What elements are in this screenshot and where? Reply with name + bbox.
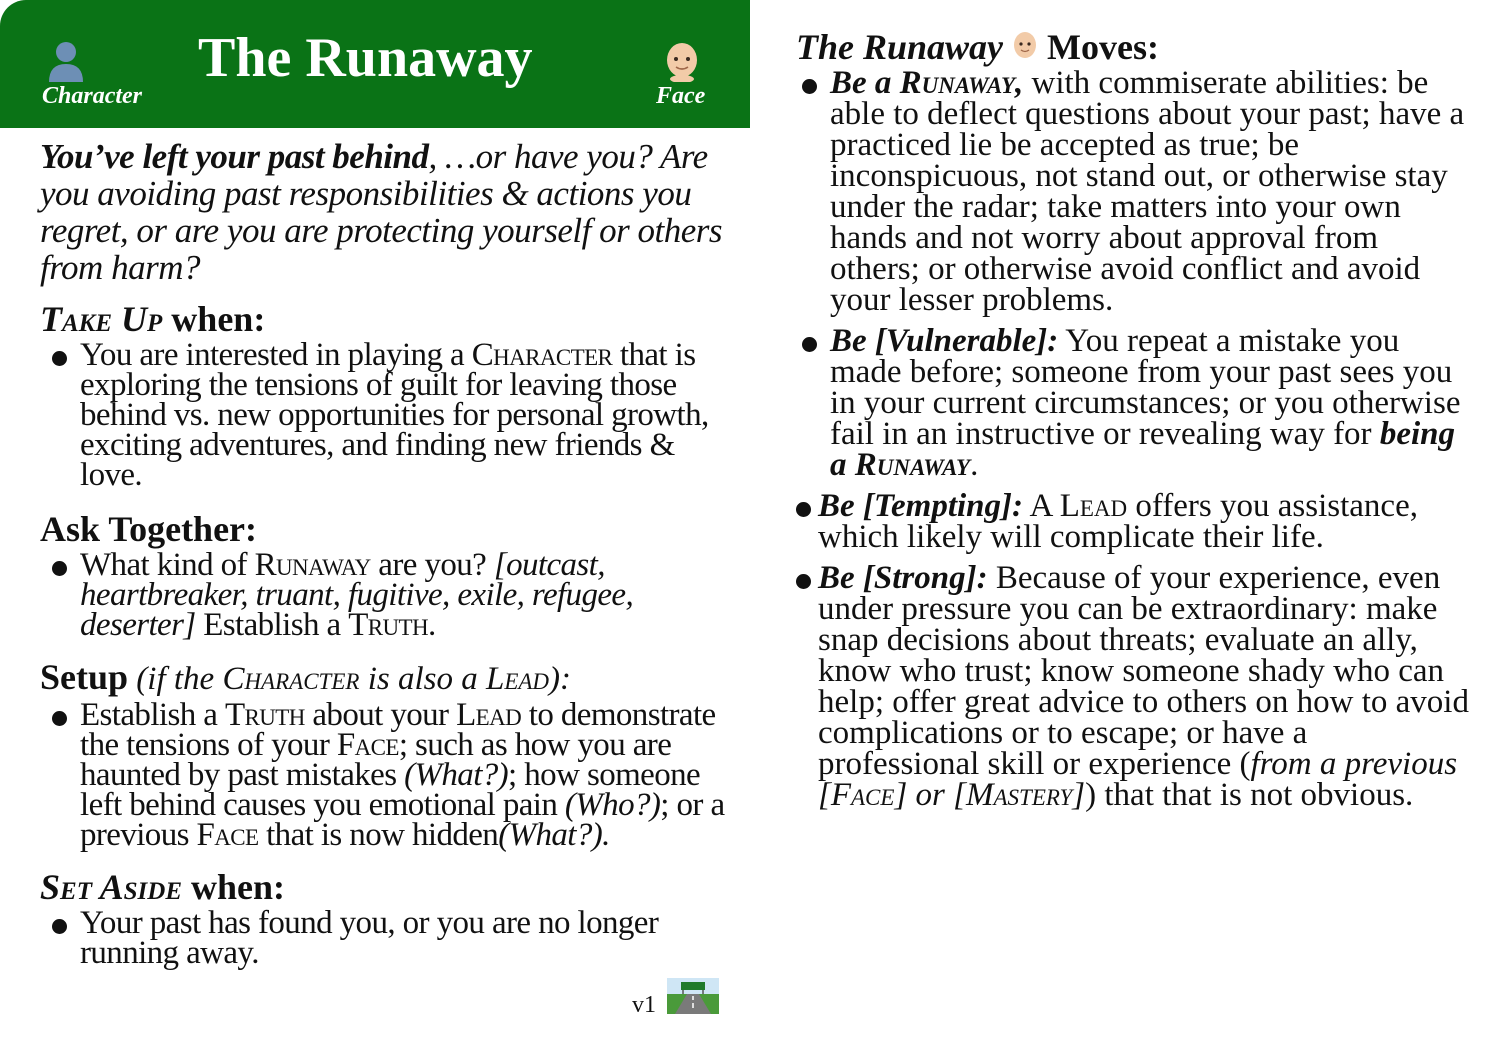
text-run: Face <box>336 727 399 763</box>
move-item <box>796 323 1476 483</box>
text-run: Truth <box>224 697 305 733</box>
text-run: are you? <box>370 547 494 583</box>
move-text: Because of your experience, even under pressure you can be extraordinary: make snap decisions about threats; evaluate an ally, know who trust; know someone shady who can help; offer great advice to others on how to avoid complications or to escape; or have a professional skill or experience ( <box>818 560 1469 782</box>
moves-heading-rest: Moves: <box>1038 27 1160 67</box>
list-item <box>40 337 730 493</box>
version-label: v1 <box>632 992 656 1018</box>
road-icon <box>667 978 719 1014</box>
text-run: (What?). <box>498 817 610 853</box>
move-name: Be [Strong]: <box>818 560 988 596</box>
bullet-icon <box>796 502 811 517</box>
bullet-icon <box>52 919 67 934</box>
move-text: . <box>970 447 979 483</box>
move-item <box>796 65 1476 318</box>
text-run: to demonstrate the tensions of your <box>80 697 716 763</box>
text-run: You are interested in playing a <box>80 337 472 373</box>
set-aside-list <box>40 905 730 971</box>
text-run: Truth <box>348 607 428 643</box>
card-header <box>0 0 750 128</box>
text-run: (What?) <box>404 757 509 793</box>
left-column <box>40 137 730 971</box>
move-text: You repeat a mistake you made before; someone from your past sees you in your current circumstances; or you otherwise fail in an instructive or revealing way for <box>830 323 1461 452</box>
text-run: ): <box>549 661 572 697</box>
moves-list <box>796 65 1476 813</box>
bullet-icon <box>802 79 817 94</box>
text-run: about your <box>304 697 457 733</box>
intro-text <box>40 138 730 286</box>
set-aside-heading-rest: when: <box>182 867 286 907</box>
setup-heading-text: Setup <box>40 657 129 697</box>
take-up-heading <box>40 298 730 340</box>
text-run: Character <box>222 661 360 697</box>
ask-heading: Ask Together: <box>40 509 258 549</box>
card-title: The Runaway <box>198 27 533 89</box>
face-icon <box>665 42 699 82</box>
text-run: (Who?) <box>564 787 661 823</box>
setup-list <box>40 697 730 853</box>
bullet-icon <box>802 337 817 352</box>
list-item <box>40 905 730 971</box>
list-item <box>40 697 730 853</box>
text-run: Establish a <box>195 607 349 643</box>
text-run: . <box>427 607 436 643</box>
move-text: ) that that is not obvious. <box>1085 777 1414 813</box>
take-up-list <box>40 337 730 493</box>
text-run: Lead <box>485 661 550 697</box>
text-run: Character <box>471 337 613 373</box>
take-up-heading-sc: Take Up <box>40 299 163 339</box>
list-item <box>40 547 730 643</box>
move-item <box>796 488 1476 555</box>
setup-heading <box>40 656 730 700</box>
bullet-icon <box>52 351 67 366</box>
text-run: that is exploring the tensions of guilt for leaving those behind vs. new opportunities for personal growth, exciting adventures, and finding new friends & love. <box>80 337 709 493</box>
text-run: Runaway <box>254 547 371 583</box>
character-icon <box>46 40 86 82</box>
text-run: Your past has found you, or you are no longer running away. <box>80 905 659 971</box>
move-name: , <box>1015 65 1024 101</box>
face-label: Face <box>656 83 706 109</box>
take-up-heading-rest: when: <box>162 299 266 339</box>
face-icon <box>1012 31 1038 61</box>
moves-heading-name: The Runaway <box>796 27 1004 67</box>
move-name: Be a <box>830 65 900 101</box>
text-run: What kind of <box>80 547 255 583</box>
character-label: Character <box>42 83 143 109</box>
move-text: Face <box>830 777 895 813</box>
move-name: Be [Tempting]: <box>818 488 1024 524</box>
move-text: with commiserate abilities: be able to deflect questions about your past; have a practiced lie be accepted as true; be inconspicuous, not stand out, or otherwise stay under the radar; take matters into your own hands and not worry about approval from others; or otherwise avoid conflict and avoid your lesser problems. <box>830 65 1465 318</box>
moves-heading <box>796 26 1476 68</box>
move-text: offers you assistance, which likely will complicate their life. <box>818 488 1418 555</box>
text-run: ; or a previous <box>80 787 725 853</box>
text-run: is also a <box>359 661 486 697</box>
move-text: Mastery <box>965 777 1073 813</box>
move-text: ] or [ <box>894 777 966 813</box>
move-text: A <box>1023 488 1060 524</box>
intro-rest: , …or have you? Are you avoiding past responsibilities & actions you regret, or are you are protecting yourself or others from harm? <box>40 137 722 287</box>
text-run: Face <box>196 817 259 853</box>
move-name: Be [Vulnerable]: <box>830 323 1059 359</box>
set-aside-heading <box>40 866 730 908</box>
bullet-icon <box>52 561 67 576</box>
move-text: from a previous [ <box>818 746 1458 813</box>
bullet-icon <box>796 574 811 589</box>
right-column <box>796 26 1476 821</box>
move-text: ] <box>1072 777 1086 813</box>
move-name: Runaway <box>899 65 1015 101</box>
text-run: Lead <box>456 697 522 733</box>
move-text: being a <box>830 416 1455 483</box>
text-run: ; how someone left behind causes you emotional pain <box>80 757 701 823</box>
text-run: that is now hidden <box>258 817 499 853</box>
text-run: (if the <box>128 661 223 697</box>
move-text: Runaway <box>854 447 971 483</box>
text-run: ; such as how you are haunted by past mistakes <box>80 727 672 793</box>
text-run: Establish a <box>80 697 225 733</box>
text-run: [outcast, heartbreaker, truant, fugitive, exile, refugee, deserter] <box>80 547 634 643</box>
move-item <box>796 560 1476 813</box>
move-text: Lead <box>1059 488 1128 524</box>
set-aside-heading-sc: Set Aside <box>40 867 183 907</box>
bullet-icon <box>52 711 67 726</box>
intro-bold: You’ve left your past behind <box>40 137 429 176</box>
ask-list <box>40 547 730 643</box>
